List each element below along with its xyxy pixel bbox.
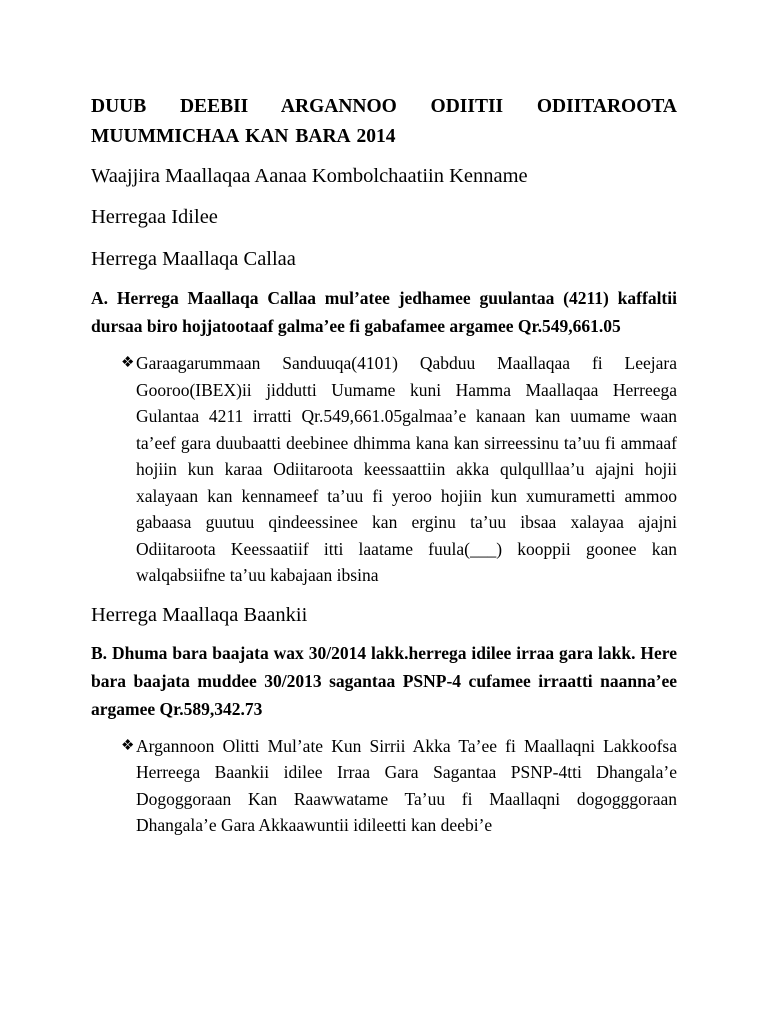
bullet-item-b <box>91 733 677 839</box>
bullet-b-text: Argannoon Olitti Mul’ate Kun Sirrii Akka Ta’ee fi Maallaqni Lakkoofsa Herreega Baankii idilee Irraa Gara Sagantaa PSNP-4tti Dhangala’e Dogoggoraan Kan Raawwatame Ta’uu fi Maallaqni dogogggoraan Dhangala’e Gara Akkaawuntii idileetti kan deebi’e <box>136 735 677 835</box>
section-heading-herregaa-idilee: Herregaa Idilee <box>91 206 218 228</box>
diamond-bullet-icon: ❖ <box>121 355 135 371</box>
diamond-bullet-icon: ❖ <box>121 737 135 754</box>
finding-b-paragraph: B. Dhuma bara baajata wax 30/2014 lakk.herrega idilee irraa gara lakk. Here bara baajata muddee 30/2013 sagantaa PSNP-4 cufamee irraatti naanna’ee argamee Qr.589,342.73 <box>91 642 677 719</box>
section-heading-maallaqa-callaa: Herrega Maallaqa Callaa <box>91 248 296 270</box>
document-page <box>91 92 677 839</box>
document-subtitle: Waajjira Maallaqaa Aanaa Kombolchaatiin Kenname <box>91 165 528 187</box>
section-heading-maallaqa-baankii: Herrega Maallaqa Baankii <box>91 603 308 626</box>
document-title: DUUB DEEBII ARGANNOO ODIITII ODIITAROOTA MUUMMICHAA KAN BARA 2014 <box>91 96 677 147</box>
finding-a-paragraph: A. Herrega Maallaqa Callaa mul’atee jedhamee guulantaa (4211) kaffaltii dursaa biro hojjatootaaf galma’ee fi gabafamee argamee Qr.549,661.05 <box>91 288 677 336</box>
bullet-item-a <box>91 350 677 589</box>
bullet-a-text: Garaagarummaan Sanduuqa(4101) Qabduu Maallaqaa fi Leejara Gooroo(IBEX)ii jiddutti Uumame kuni Hamma Maallaqaa Herreega Gulantaa 4211 irratti Qr.549,661.05galmaa’e kanaan kan uumame waan ta’eef gara duubaatti deebinee dhimma kana kan sirreessinu ta’uu fi ammaaf hojiin kun karaa Odiitaroota keessaattiin akka qulqulllaa’u ajajni hojii xalayaan kan kennameef ta’uu fi yeroo hojiin kun xumurametti ammoo gabaasa guutuu qindeessinee kan erginu ta’uu ibsaa xalayaa ajajni Odiitaroota Keessaatiif itti laatame fuula(___) kooppii goonee kan walqabsiifne ta’uu kabajaan ibsina <box>136 353 677 585</box>
